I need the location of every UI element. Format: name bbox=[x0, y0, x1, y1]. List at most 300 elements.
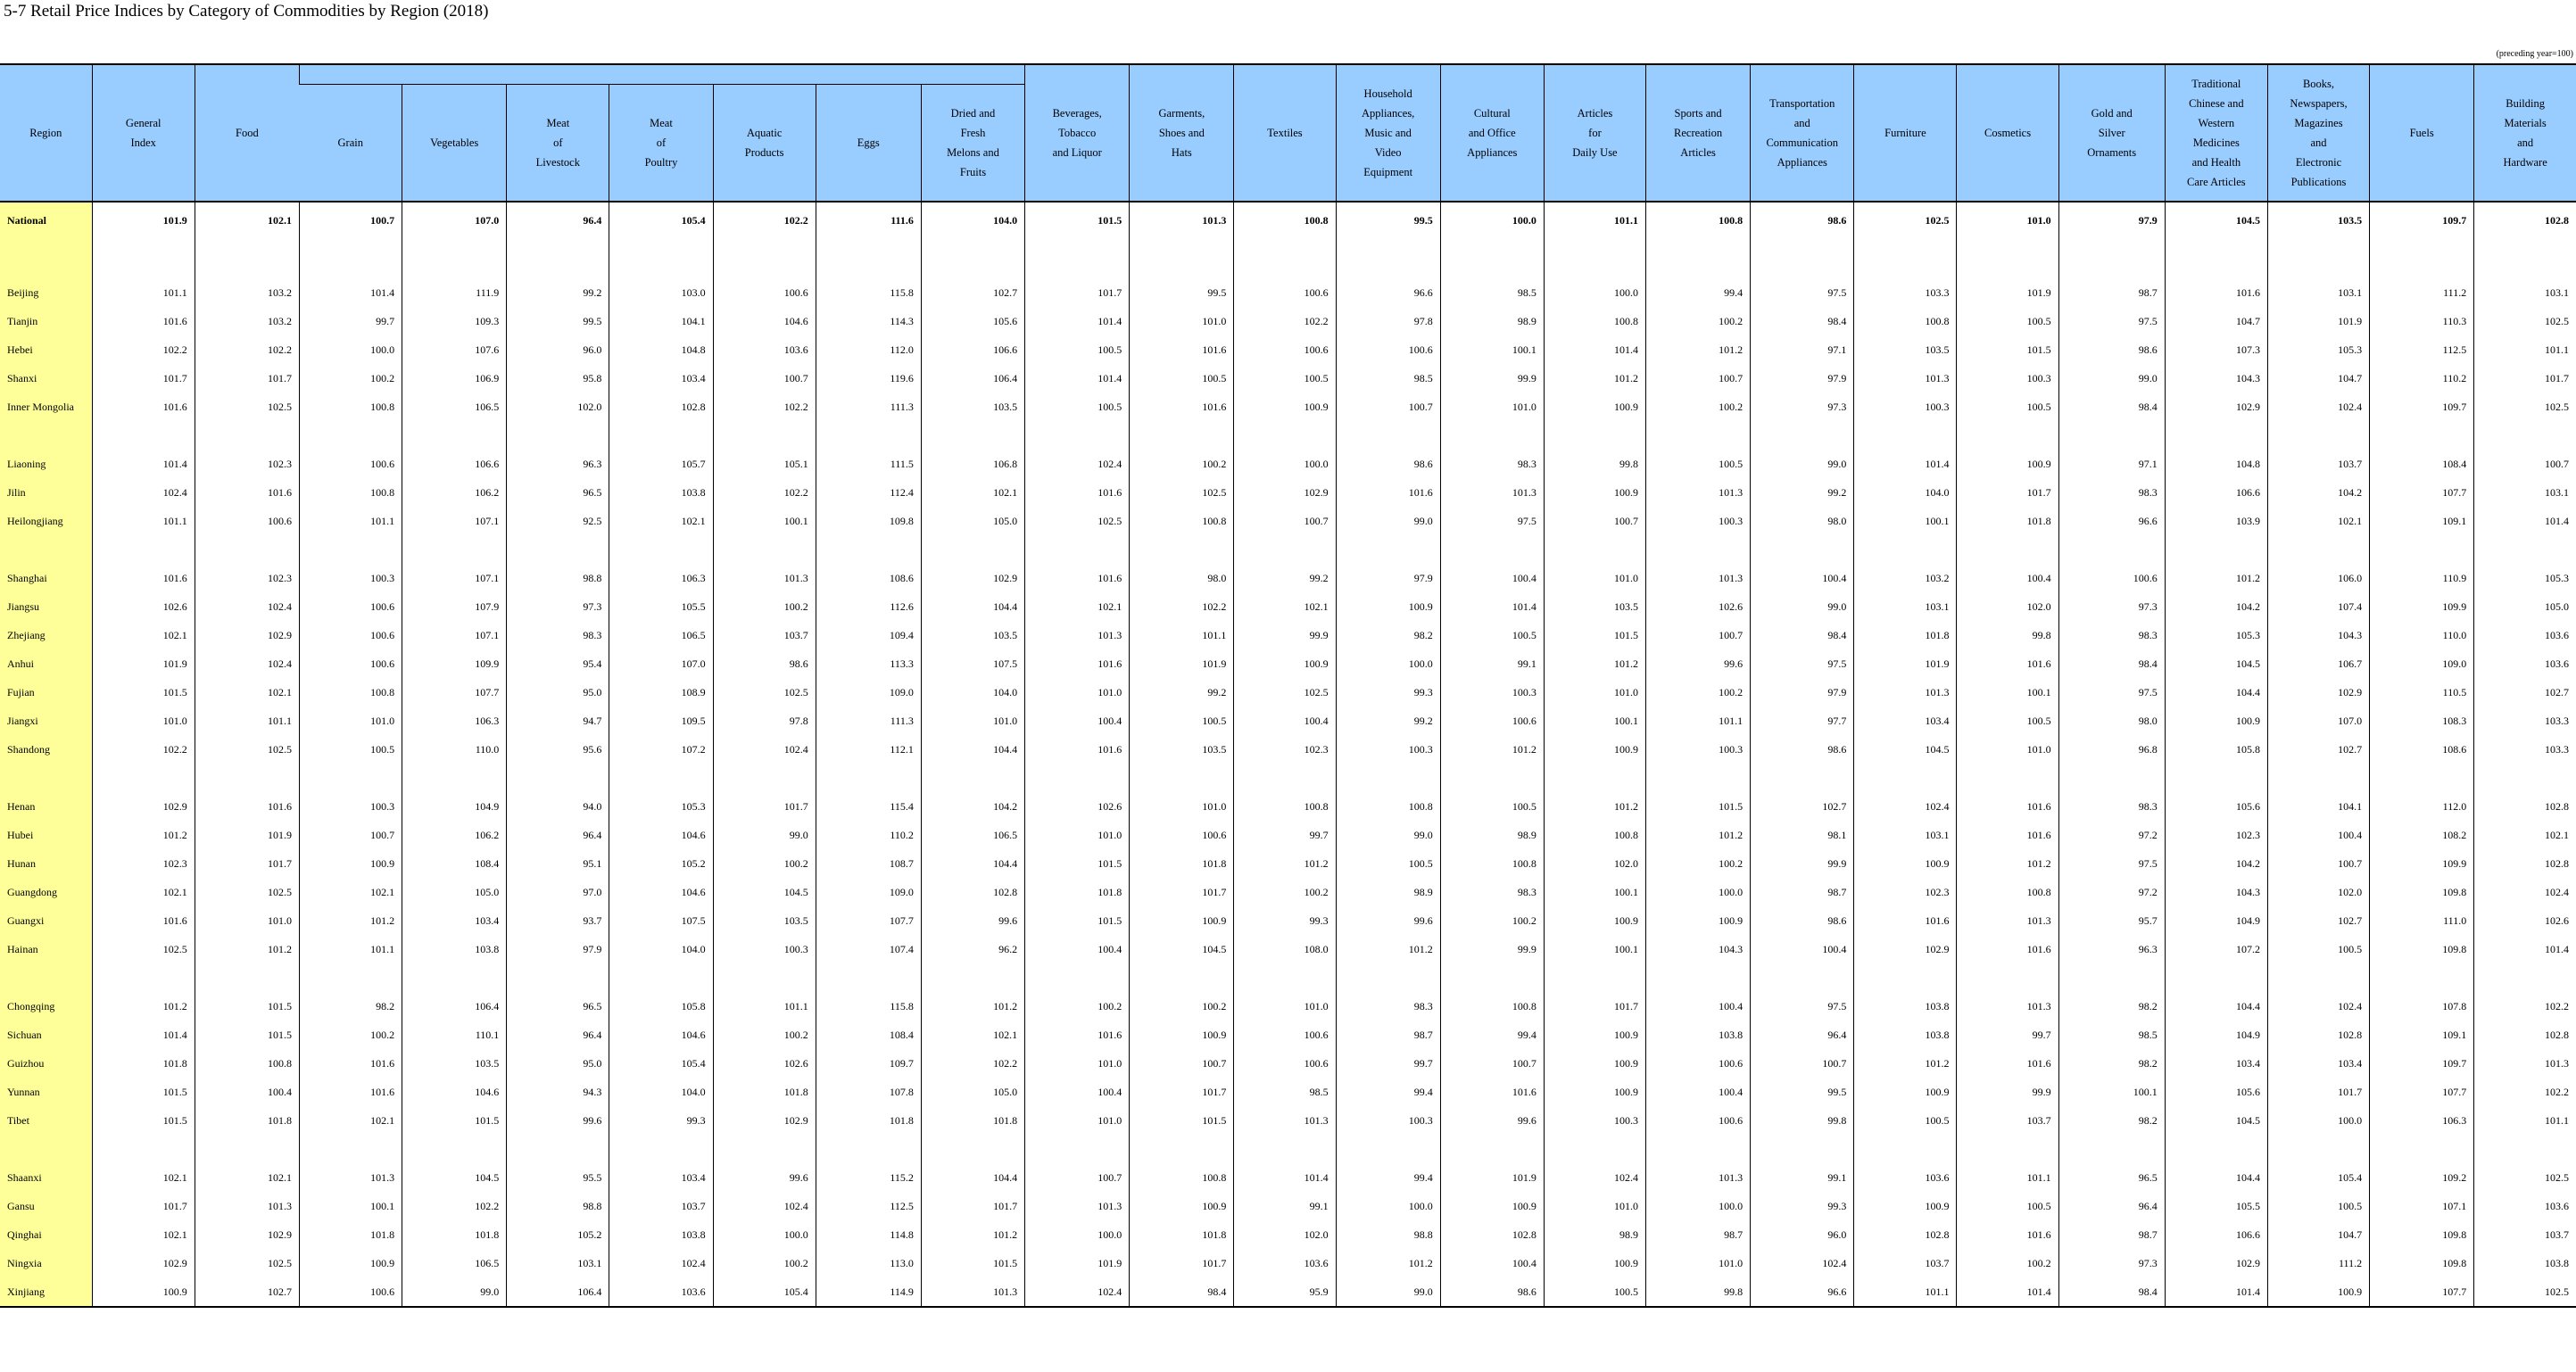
value-cell: 100.9 bbox=[299, 1249, 402, 1277]
region-name-cell: Shaanxi bbox=[0, 1163, 92, 1192]
value-cell: 97.5 bbox=[1751, 278, 1854, 307]
value-cell: 99.4 bbox=[1336, 1078, 1440, 1106]
value-cell: 101.5 bbox=[1025, 202, 1130, 238]
value-cell: 101.7 bbox=[1130, 1249, 1234, 1277]
value-cell: 102.1 bbox=[609, 507, 713, 535]
value-cell: 101.2 bbox=[1544, 649, 1645, 678]
value-cell: 103.6 bbox=[713, 335, 816, 364]
value-cell: 95.6 bbox=[507, 735, 609, 764]
table-row bbox=[0, 1021, 2576, 1049]
value-cell: 99.2 bbox=[1336, 707, 1440, 735]
value-cell: 102.6 bbox=[1646, 592, 1751, 621]
value-cell: 100.5 bbox=[1854, 1106, 1957, 1135]
value-cell: 107.7 bbox=[2370, 478, 2474, 507]
value-cell: 100.2 bbox=[1646, 307, 1751, 335]
value-cell: 101.5 bbox=[1957, 335, 2058, 364]
value-cell: 96.4 bbox=[507, 821, 609, 849]
value-cell: 102.2 bbox=[2474, 1078, 2576, 1106]
value-cell: 102.1 bbox=[921, 478, 1024, 507]
value-cell: 100.8 bbox=[1440, 849, 1544, 878]
value-cell: 101.4 bbox=[92, 450, 195, 478]
value-cell: 100.1 bbox=[713, 507, 816, 535]
value-cell: 101.5 bbox=[1646, 792, 1751, 821]
value-cell: 101.1 bbox=[1646, 707, 1751, 735]
value-cell: 98.6 bbox=[2058, 335, 2165, 364]
value-cell: 115.8 bbox=[816, 992, 921, 1021]
value-cell: 104.5 bbox=[2165, 202, 2267, 238]
value-cell: 101.3 bbox=[1957, 906, 2058, 935]
value-cell: 101.6 bbox=[299, 1049, 402, 1078]
value-cell: 102.8 bbox=[2474, 792, 2576, 821]
header-text-line: Household bbox=[1363, 87, 1412, 100]
value-cell: 99.9 bbox=[1440, 935, 1544, 963]
table-row bbox=[0, 735, 2576, 764]
value-cell: 102.1 bbox=[92, 1220, 195, 1249]
value-cell: 110.9 bbox=[2370, 564, 2474, 592]
value-cell: 101.0 bbox=[1130, 792, 1234, 821]
value-cell: 101.0 bbox=[1025, 821, 1130, 849]
table-row bbox=[0, 1192, 2576, 1220]
value-cell: 101.4 bbox=[299, 278, 402, 307]
value-cell: 100.9 bbox=[1854, 1192, 1957, 1220]
value-cell: 100.8 bbox=[1234, 792, 1336, 821]
value-cell: 101.9 bbox=[1854, 649, 1957, 678]
value-cell: 103.6 bbox=[1234, 1249, 1336, 1277]
header-text-line: of bbox=[553, 136, 563, 149]
value-cell: 100.9 bbox=[1130, 906, 1234, 935]
value-cell: 100.6 bbox=[195, 507, 299, 535]
value-cell: 103.6 bbox=[2474, 621, 2576, 649]
value-cell: 102.8 bbox=[2474, 202, 2576, 238]
value-cell: 101.4 bbox=[1025, 364, 1130, 393]
table-row bbox=[0, 707, 2576, 735]
value-cell: 102.6 bbox=[1025, 792, 1130, 821]
value-cell: 96.5 bbox=[507, 992, 609, 1021]
header-text-line: Music and bbox=[1364, 127, 1412, 139]
value-cell: 103.5 bbox=[1854, 335, 1957, 364]
value-cell: 100.7 bbox=[713, 364, 816, 393]
region-name-cell: Guizhou bbox=[0, 1049, 92, 1078]
value-cell: 103.1 bbox=[2267, 278, 2369, 307]
value-cell: 100.5 bbox=[1130, 707, 1234, 735]
value-cell: 98.7 bbox=[1751, 878, 1854, 906]
header-text-line: Melons and bbox=[947, 145, 999, 159]
value-cell: 99.1 bbox=[1440, 649, 1544, 678]
col-header-meat-poultry bbox=[609, 84, 713, 202]
value-cell: 98.6 bbox=[1751, 735, 1854, 764]
group-spacer-row bbox=[0, 1135, 2576, 1163]
value-cell: 100.7 bbox=[1440, 1049, 1544, 1078]
value-cell: 100.8 bbox=[299, 478, 402, 507]
value-cell: 101.2 bbox=[299, 906, 402, 935]
value-cell: 104.8 bbox=[2165, 450, 2267, 478]
value-cell: 98.7 bbox=[1336, 1021, 1440, 1049]
value-cell: 101.2 bbox=[92, 821, 195, 849]
header-text-line: Beverages, bbox=[1052, 107, 1102, 120]
value-cell: 111.3 bbox=[816, 393, 921, 421]
value-cell: 110.5 bbox=[2370, 678, 2474, 707]
value-cell: 104.5 bbox=[402, 1163, 507, 1192]
value-cell: 101.6 bbox=[1336, 478, 1440, 507]
value-cell: 105.0 bbox=[921, 507, 1024, 535]
value-cell: 102.3 bbox=[2165, 821, 2267, 849]
value-cell: 100.6 bbox=[1646, 1106, 1751, 1135]
value-cell: 101.8 bbox=[1025, 878, 1130, 906]
table-row bbox=[0, 935, 2576, 963]
value-cell: 107.1 bbox=[402, 507, 507, 535]
value-cell: 109.7 bbox=[816, 1049, 921, 1078]
col-header-gold bbox=[2058, 64, 2165, 202]
value-cell: 110.0 bbox=[2370, 621, 2474, 649]
value-cell: 107.7 bbox=[2370, 1277, 2474, 1307]
header-text-line: for bbox=[1588, 127, 1602, 139]
unit-note: (preceding year=100) bbox=[2496, 49, 2573, 59]
value-cell: 100.2 bbox=[299, 1021, 402, 1049]
header-text-line: Fresh bbox=[960, 126, 986, 139]
value-cell: 109.7 bbox=[2370, 202, 2474, 238]
header-text-line: Building bbox=[2506, 97, 2545, 110]
value-cell: 99.7 bbox=[299, 307, 402, 335]
header-text-line: and bbox=[1793, 117, 1810, 129]
header-text-line: of bbox=[656, 136, 667, 149]
value-cell: 100.8 bbox=[195, 1049, 299, 1078]
value-cell: 101.6 bbox=[195, 478, 299, 507]
value-cell: 100.4 bbox=[1751, 564, 1854, 592]
value-cell: 102.1 bbox=[92, 621, 195, 649]
value-cell: 107.3 bbox=[2165, 335, 2267, 364]
value-cell: 102.3 bbox=[1854, 878, 1957, 906]
value-cell: 102.8 bbox=[1854, 1220, 1957, 1249]
value-cell: 98.9 bbox=[1440, 821, 1544, 849]
value-cell: 101.0 bbox=[1234, 992, 1336, 1021]
value-cell: 103.3 bbox=[2474, 707, 2576, 735]
value-cell: 99.0 bbox=[2058, 364, 2165, 393]
value-cell: 102.5 bbox=[2474, 307, 2576, 335]
group-spacer-row bbox=[0, 963, 2576, 992]
header-text-line: Poultry bbox=[644, 155, 678, 169]
value-cell: 101.6 bbox=[1440, 1078, 1544, 1106]
value-cell: 104.0 bbox=[921, 678, 1024, 707]
value-cell: 105.6 bbox=[2165, 792, 2267, 821]
value-cell: 101.7 bbox=[921, 1192, 1024, 1220]
value-cell: 112.5 bbox=[2370, 335, 2474, 364]
value-cell: 97.3 bbox=[2058, 592, 2165, 621]
header-text-line: Newspapers, bbox=[2290, 97, 2348, 110]
value-cell: 100.0 bbox=[1336, 1192, 1440, 1220]
value-cell: 102.5 bbox=[195, 878, 299, 906]
value-cell: 102.0 bbox=[1957, 592, 2058, 621]
value-cell: 101.1 bbox=[1854, 1277, 1957, 1307]
value-cell: 101.3 bbox=[921, 1277, 1024, 1307]
value-cell: 97.5 bbox=[1751, 649, 1854, 678]
value-cell: 103.8 bbox=[609, 478, 713, 507]
value-cell: 101.4 bbox=[2474, 507, 2576, 535]
value-cell: 100.6 bbox=[299, 649, 402, 678]
header-text-line: Garments, bbox=[1158, 107, 1205, 120]
value-cell: 105.2 bbox=[507, 1220, 609, 1249]
value-cell: 100.8 bbox=[1440, 992, 1544, 1021]
header-text-line: Fuels bbox=[2409, 127, 2434, 139]
value-cell: 104.6 bbox=[402, 1078, 507, 1106]
table-row bbox=[0, 821, 2576, 849]
value-cell: 97.3 bbox=[2058, 1249, 2165, 1277]
value-cell: 104.5 bbox=[2165, 1106, 2267, 1135]
value-cell: 101.0 bbox=[1646, 1249, 1751, 1277]
value-cell: 102.1 bbox=[2474, 821, 2576, 849]
value-cell: 96.0 bbox=[507, 335, 609, 364]
value-cell: 100.9 bbox=[1234, 393, 1336, 421]
value-cell: 102.4 bbox=[1854, 792, 1957, 821]
value-cell: 101.7 bbox=[195, 364, 299, 393]
value-cell: 99.1 bbox=[1234, 1192, 1336, 1220]
header-text-line: and bbox=[2517, 136, 2534, 149]
value-cell: 110.1 bbox=[402, 1021, 507, 1049]
value-cell: 100.4 bbox=[1440, 1249, 1544, 1277]
value-cell: 103.5 bbox=[2267, 202, 2369, 238]
value-cell: 100.2 bbox=[1957, 1249, 2058, 1277]
table-row bbox=[0, 1049, 2576, 1078]
value-cell: 115.8 bbox=[816, 278, 921, 307]
header-text-line: Textiles bbox=[1267, 127, 1303, 139]
value-cell: 101.6 bbox=[1957, 821, 2058, 849]
value-cell: 98.0 bbox=[2058, 707, 2165, 735]
value-cell: 101.2 bbox=[1336, 1249, 1440, 1277]
value-cell: 98.6 bbox=[1751, 202, 1854, 238]
col-header-general bbox=[92, 64, 195, 202]
header-text-line: Silver bbox=[2098, 127, 2125, 139]
region-name-cell: Fujian bbox=[0, 678, 92, 707]
value-cell: 108.9 bbox=[609, 678, 713, 707]
value-cell: 101.6 bbox=[1130, 335, 1234, 364]
value-cell: 111.6 bbox=[816, 202, 921, 238]
value-cell: 100.5 bbox=[1025, 335, 1130, 364]
header-text-line: Index bbox=[130, 136, 156, 149]
value-cell: 107.0 bbox=[2267, 707, 2369, 735]
value-cell: 101.3 bbox=[713, 564, 816, 592]
value-cell: 100.6 bbox=[299, 592, 402, 621]
value-cell: 97.8 bbox=[1336, 307, 1440, 335]
value-cell: 103.1 bbox=[1854, 592, 1957, 621]
value-cell: 97.3 bbox=[507, 592, 609, 621]
value-cell: 105.7 bbox=[609, 450, 713, 478]
value-cell: 95.1 bbox=[507, 849, 609, 878]
value-cell: 94.0 bbox=[507, 792, 609, 821]
value-cell: 107.7 bbox=[816, 906, 921, 935]
value-cell: 109.8 bbox=[2370, 878, 2474, 906]
value-cell: 109.7 bbox=[2370, 1049, 2474, 1078]
value-cell: 96.2 bbox=[921, 935, 1024, 963]
region-name-cell: Hainan bbox=[0, 935, 92, 963]
value-cell: 108.2 bbox=[2370, 821, 2474, 849]
value-cell: 109.0 bbox=[816, 678, 921, 707]
value-cell: 100.8 bbox=[1854, 307, 1957, 335]
value-cell: 108.4 bbox=[816, 1021, 921, 1049]
value-cell: 100.8 bbox=[299, 393, 402, 421]
col-header-household bbox=[1336, 64, 1440, 202]
value-cell: 100.1 bbox=[1544, 878, 1645, 906]
value-cell: 104.6 bbox=[609, 821, 713, 849]
value-cell: 100.9 bbox=[1130, 1192, 1234, 1220]
value-cell: 100.9 bbox=[1646, 906, 1751, 935]
value-cell: 101.6 bbox=[1854, 906, 1957, 935]
value-cell: 96.6 bbox=[1336, 278, 1440, 307]
value-cell: 98.9 bbox=[1544, 1220, 1645, 1249]
value-cell: 101.4 bbox=[1440, 592, 1544, 621]
value-cell: 105.3 bbox=[2165, 621, 2267, 649]
value-cell: 100.5 bbox=[1440, 792, 1544, 821]
value-cell: 100.0 bbox=[1646, 1192, 1751, 1220]
value-cell: 101.3 bbox=[1440, 478, 1544, 507]
value-cell: 98.3 bbox=[2058, 478, 2165, 507]
value-cell: 109.1 bbox=[2370, 507, 2474, 535]
value-cell: 99.5 bbox=[1130, 278, 1234, 307]
value-cell: 104.3 bbox=[1646, 935, 1751, 963]
col-header-sports bbox=[1646, 64, 1751, 202]
value-cell: 103.2 bbox=[195, 307, 299, 335]
value-cell: 98.8 bbox=[507, 564, 609, 592]
value-cell: 99.2 bbox=[507, 278, 609, 307]
value-cell: 99.6 bbox=[507, 1106, 609, 1135]
value-cell: 101.6 bbox=[299, 1078, 402, 1106]
header-text-line: Cosmetics bbox=[1984, 127, 2032, 139]
value-cell: 100.5 bbox=[299, 735, 402, 764]
value-cell: 102.5 bbox=[195, 735, 299, 764]
value-cell: 109.0 bbox=[2370, 649, 2474, 678]
value-cell: 100.7 bbox=[2474, 450, 2576, 478]
value-cell: 106.4 bbox=[921, 364, 1024, 393]
value-cell: 107.9 bbox=[402, 592, 507, 621]
region-name-cell: Guangxi bbox=[0, 906, 92, 935]
value-cell: 100.2 bbox=[713, 849, 816, 878]
value-cell: 103.9 bbox=[2165, 507, 2267, 535]
value-cell: 101.0 bbox=[921, 707, 1024, 735]
value-cell: 100.9 bbox=[1854, 849, 1957, 878]
value-cell: 101.0 bbox=[1544, 564, 1645, 592]
table-body bbox=[0, 202, 2576, 1307]
value-cell: 104.7 bbox=[2267, 364, 2369, 393]
value-cell: 102.4 bbox=[2267, 393, 2369, 421]
value-cell: 101.6 bbox=[1025, 649, 1130, 678]
header-text-line: Products bbox=[744, 145, 784, 159]
region-name-cell: Shanghai bbox=[0, 564, 92, 592]
value-cell: 102.3 bbox=[195, 564, 299, 592]
value-cell: 107.1 bbox=[2370, 1192, 2474, 1220]
value-cell: 104.6 bbox=[713, 307, 816, 335]
table-row bbox=[0, 1163, 2576, 1192]
value-cell: 103.4 bbox=[609, 364, 713, 393]
value-cell: 95.0 bbox=[507, 1049, 609, 1078]
value-cell: 100.9 bbox=[1544, 735, 1645, 764]
region-name-cell: Jiangsu bbox=[0, 592, 92, 621]
value-cell: 106.5 bbox=[609, 621, 713, 649]
value-cell: 102.4 bbox=[195, 592, 299, 621]
value-cell: 98.4 bbox=[1130, 1277, 1234, 1307]
header-text-line: Shoes and bbox=[1158, 127, 1205, 139]
value-cell: 99.8 bbox=[1544, 450, 1645, 478]
value-cell: 106.8 bbox=[921, 450, 1024, 478]
value-cell: 104.6 bbox=[609, 1021, 713, 1049]
value-cell: 96.6 bbox=[1751, 1277, 1854, 1307]
value-cell: 98.4 bbox=[2058, 649, 2165, 678]
value-cell: 100.8 bbox=[1544, 821, 1645, 849]
value-cell: 99.7 bbox=[1234, 821, 1336, 849]
value-cell: 101.4 bbox=[1957, 1277, 2058, 1307]
col-header-beverages bbox=[1025, 64, 1130, 202]
value-cell: 95.0 bbox=[507, 678, 609, 707]
value-cell: 100.9 bbox=[1854, 1078, 1957, 1106]
value-cell: 101.6 bbox=[92, 393, 195, 421]
value-cell: 101.2 bbox=[1544, 364, 1645, 393]
region-name-cell: Inner Mongolia bbox=[0, 393, 92, 421]
value-cell: 99.0 bbox=[1751, 450, 1854, 478]
value-cell: 103.4 bbox=[609, 1163, 713, 1192]
value-cell: 101.6 bbox=[1957, 649, 2058, 678]
region-name-cell: Shanxi bbox=[0, 364, 92, 393]
value-cell: 101.2 bbox=[1646, 821, 1751, 849]
value-cell: 100.9 bbox=[1336, 592, 1440, 621]
value-cell: 100.6 bbox=[1336, 335, 1440, 364]
value-cell: 99.5 bbox=[1751, 1078, 1854, 1106]
value-cell: 100.9 bbox=[1544, 1021, 1645, 1049]
region-name-cell: Jiangxi bbox=[0, 707, 92, 735]
value-cell: 102.2 bbox=[713, 478, 816, 507]
region-name-cell: Jilin bbox=[0, 478, 92, 507]
value-cell: 103.1 bbox=[2474, 278, 2576, 307]
header-text-line: Eggs bbox=[857, 136, 880, 149]
value-cell: 110.2 bbox=[2370, 364, 2474, 393]
value-cell: 105.0 bbox=[402, 878, 507, 906]
value-cell: 106.6 bbox=[921, 335, 1024, 364]
col-header-medicine bbox=[2165, 64, 2267, 202]
col-header-meat-livestock bbox=[507, 84, 609, 202]
value-cell: 105.4 bbox=[713, 1277, 816, 1307]
value-cell: 104.2 bbox=[2267, 478, 2369, 507]
table-row bbox=[0, 1106, 2576, 1135]
value-cell: 103.5 bbox=[713, 906, 816, 935]
value-cell: 95.5 bbox=[507, 1163, 609, 1192]
value-cell: 98.5 bbox=[1234, 1078, 1336, 1106]
value-cell: 98.2 bbox=[2058, 1049, 2165, 1078]
value-cell: 99.1 bbox=[1751, 1163, 1854, 1192]
value-cell: 97.5 bbox=[1440, 507, 1544, 535]
value-cell: 101.6 bbox=[195, 792, 299, 821]
header-text-line: and Office bbox=[1468, 127, 1516, 139]
retail-price-table bbox=[0, 63, 2576, 1308]
table-row bbox=[0, 621, 2576, 649]
value-cell: 101.7 bbox=[2267, 1078, 2369, 1106]
value-cell: 101.1 bbox=[1544, 202, 1645, 238]
value-cell: 104.0 bbox=[1854, 478, 1957, 507]
value-cell: 98.3 bbox=[2058, 792, 2165, 821]
value-cell: 107.1 bbox=[402, 621, 507, 649]
region-name-cell: Chongqing bbox=[0, 992, 92, 1021]
value-cell: 101.3 bbox=[195, 1192, 299, 1220]
value-cell: 102.2 bbox=[1234, 307, 1336, 335]
value-cell: 100.4 bbox=[1646, 1078, 1751, 1106]
region-name-cell: Guangdong bbox=[0, 878, 92, 906]
table-title: 5-7 Retail Price Indices by Category of Commodities by Region (2018) bbox=[4, 2, 489, 21]
value-cell: 109.5 bbox=[609, 707, 713, 735]
value-cell: 101.5 bbox=[92, 678, 195, 707]
value-cell: 101.7 bbox=[1130, 878, 1234, 906]
value-cell: 103.4 bbox=[2165, 1049, 2267, 1078]
region-name-cell: Henan bbox=[0, 792, 92, 821]
value-cell: 100.9 bbox=[299, 849, 402, 878]
value-cell: 96.4 bbox=[2058, 1192, 2165, 1220]
value-cell: 102.2 bbox=[1130, 592, 1234, 621]
value-cell: 100.0 bbox=[2267, 1106, 2369, 1135]
value-cell: 100.3 bbox=[1336, 735, 1440, 764]
